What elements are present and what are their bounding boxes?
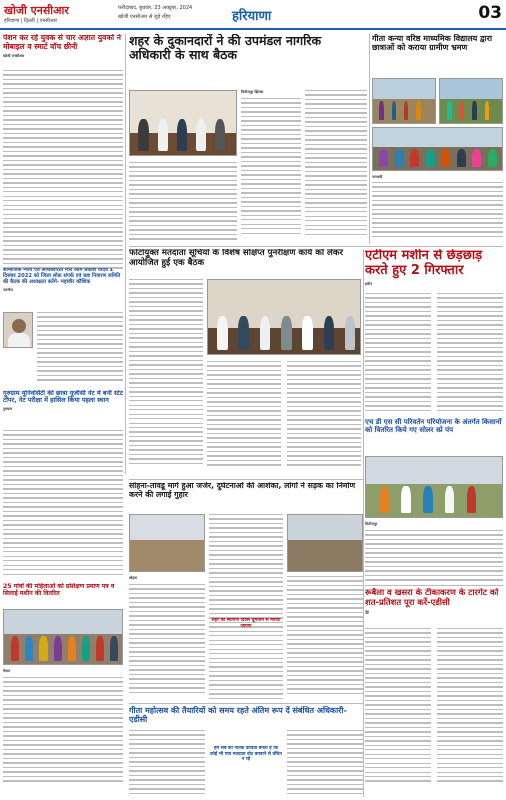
divider: [369, 34, 370, 244]
story-11-body-b: [287, 730, 363, 797]
story-5: [129, 249, 361, 477]
story-3: [372, 34, 503, 244]
article-body-c: [129, 162, 237, 243]
divider: [125, 34, 126, 474]
headline: गीता कन्या वरिष्ठ माध्यमिक विद्यालय द्वारा छात्राओं को कराया ग्रामीण भ्रमण: [372, 34, 493, 53]
article-body: [365, 530, 503, 583]
section-title: हरियाणा: [232, 9, 272, 24]
article-body-a: [209, 514, 283, 702]
excursion-photo-3: [372, 127, 503, 171]
story-4: [3, 268, 123, 386]
divider: [129, 703, 363, 704]
article-body-c: [287, 576, 363, 697]
headline: एटीएम मशीन से छेड़छाड़ करते हुए 2 गिरफ्तार: [365, 249, 483, 278]
page-number: 03: [478, 3, 502, 23]
byline: जगाधरी: [372, 175, 383, 179]
article-body-b: [207, 361, 281, 469]
story-9: [365, 418, 503, 583]
pull-quote-1: हम सब का नैतिक दायित्व बनता है कि कोई भी पात्र मतदाता वोट बनवाने से वंचित न रहे: [210, 746, 282, 762]
headline: फोटोयुक्त मतदाता सूचियों के विशेष संक्षिप्त पुनरीक्षण कार्य को लेकर आयोजित हुई एक बैठक: [129, 249, 343, 268]
story-8: [129, 482, 363, 702]
article-body-a: [365, 293, 431, 414]
road-photo-1: [129, 514, 205, 572]
road-photo-2: [287, 514, 363, 572]
article-body-b: [305, 90, 367, 238]
excursion-photo-2: [439, 78, 503, 124]
byline: हथीन: [365, 281, 373, 286]
story-6: [365, 249, 503, 415]
article-body-b: [129, 584, 205, 696]
byline: गुरुग्राम: [3, 406, 13, 411]
headline: रूबैला व खसरा के टीकाकरण के टारगेट को शत-प्रतिशत पूरा करें-एडीसी: [365, 588, 499, 607]
divider: [365, 585, 503, 586]
article-body-a: [241, 98, 301, 237]
headline: सामाजिक न्याय एवं अधिकारिता मंत्री ओम प्रकाश यादव 1 दिसंबर 2022 को जिला लोक संपर्क एवं कष्ट निवारण समिति की बैठक की अध्यक्षता करेंगे- महावीर कौशिक: [3, 268, 121, 285]
portrait-photo: [3, 312, 33, 348]
story-2: [129, 34, 367, 244]
divider: [129, 246, 503, 247]
headline: सोहना-तावडू मार्ग हुआ जर्जर, दुर्घटनाओं की आशंका, लोगों ने सड़क का निर्माण करने की लगाई गुहार: [129, 482, 356, 499]
byline: मेवात: [3, 669, 11, 673]
excursion-photo-1: [372, 78, 436, 124]
byline: सोहना: [129, 576, 138, 580]
byline: फिरोजपुर झिरका: [241, 90, 264, 94]
divider: [129, 479, 363, 480]
article-body: [3, 70, 123, 270]
headline: 25 गांवों की महिलाओं को प्रशिक्षण प्रमाण पत्र व सिलाई मशीन की वितरित: [3, 583, 115, 598]
headline: गुरुग्राम यूनिवर्सिटी की छात्रा यूजीसी नेट में बनी स्टेट टॉपर, नेट परीक्षा में हासिल किया पहला स्थान: [3, 390, 123, 405]
article-body: [3, 430, 123, 578]
headline: पेंशन कर रहे युवक से चार अज्ञात युवकों ने मोबाइल व स्मार्ट वॉच छीनी: [3, 34, 122, 51]
byline: खोजी एनसीआर: [3, 54, 25, 59]
pull-quote-2: शहर का स्थापना दिवस धूमधाम से मनाया जाएगा: [211, 618, 281, 629]
article-body-b: [437, 628, 503, 785]
story-1: [3, 34, 123, 270]
divider: [363, 249, 364, 797]
brand-logo: खोजी एनसीआर: [4, 4, 69, 17]
meeting-photo: [129, 90, 237, 156]
group-photo: [3, 609, 123, 665]
story-12: [365, 588, 503, 796]
article-body-b: [437, 293, 503, 414]
story-10: [3, 583, 123, 796]
article-body: [37, 312, 123, 384]
article-body-c: [287, 361, 361, 469]
lead-headline: शहर के दुकानदारों ने की उपमंडल नागरिक अधिकारी के साथ बैठक: [129, 34, 322, 63]
byline: नूंह: [365, 610, 369, 615]
masthead: [0, 0, 506, 30]
dateline: फरीदाबाद, बुधवार, 23 अक्टूबर, 2024: [118, 5, 193, 11]
headline: गीता महोत्सव की तैयारियों को समय रहते अंतिम रूप दें संबंधित अधिकारी-एडीसी: [129, 706, 347, 725]
byline: नारनौल: [3, 287, 13, 292]
brand-subtitle: हरियाणा | दिल्ली | एनसीआर: [4, 18, 58, 24]
article-body: [372, 182, 503, 240]
solar-pump-photo: [365, 456, 503, 518]
article-body-a: [129, 279, 203, 467]
story-7: [3, 390, 123, 580]
byline: फिरोजपुर: [365, 522, 378, 526]
article-body-a: [365, 628, 431, 785]
article-body: [3, 677, 123, 785]
voter-meeting-photo: [207, 279, 361, 355]
headline: एच डी एस सी परिवर्तन परियोजना के अंतर्गत किसानों को वितरित किये गए सोलर स्प्रे पंप: [365, 418, 502, 435]
dateline-secondary: खोजी एनसीआर से जुड़े रहिए: [118, 14, 171, 20]
story-11-body-a: [129, 730, 205, 797]
